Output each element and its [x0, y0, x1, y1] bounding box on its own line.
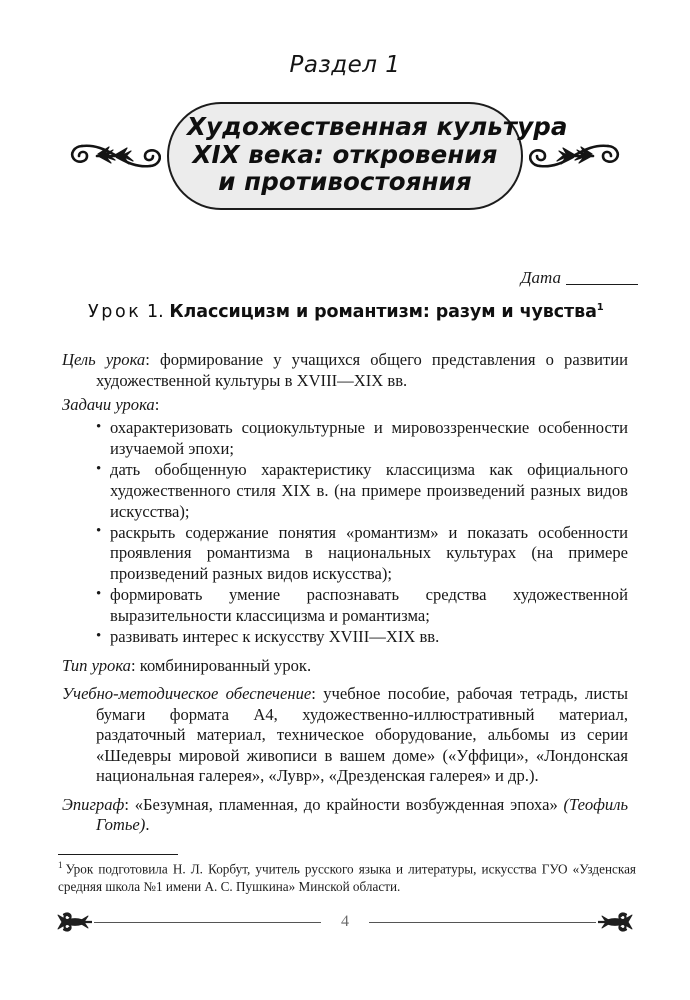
date-blank-rule[interactable] — [566, 284, 638, 285]
materials-paragraph — [62, 684, 628, 787]
materials-lead: Учебно-методическое обеспечение — [62, 683, 312, 703]
epigraph-paragraph — [62, 795, 628, 836]
tasks-paragraph — [62, 395, 628, 416]
footnote-block — [58, 854, 636, 895]
goal-lead: Цель урока — [62, 350, 146, 369]
lesson-title-main: Классицизм и романтизм: разум и чувства — [169, 302, 597, 322]
epigraph-author: (Теофиль Готье) — [96, 794, 628, 835]
date-field[interactable] — [521, 268, 638, 288]
type-lead: Тип урока — [62, 655, 131, 675]
epigraph-text: : «Безумная, пламенная, до крайности возбужденная эпоха» — [124, 794, 564, 814]
goal-paragraph — [62, 350, 628, 391]
page-footer — [48, 905, 642, 939]
list-item: • развивать интерес к искусству XVIII—XIX вв. — [62, 627, 628, 648]
banner-line-3: и противостояния — [218, 167, 472, 197]
lesson-title — [88, 302, 618, 322]
lesson-title-footnote-mark: 1 — [596, 302, 604, 314]
lesson-title-number: 1. — [147, 302, 164, 322]
goal-text: : формирование у учащихся общего представления о развитии художественной культуры в XVIII—XIX вв. — [96, 350, 628, 390]
footer-rule-right — [369, 922, 596, 923]
section-title-banner — [167, 102, 568, 211]
epigraph-lead: Эпиграф — [62, 794, 125, 814]
footnote-text-wrapper — [58, 860, 636, 895]
materials-text: : учебное пособие, рабочая тетрадь, листы бумаги формата А4, художественно-иллюстративный материал, раздаточный материал, техническое оборудование, альбомы из серии «Шедевры мировой живописи в вашем доме» («Уффици», «Лондонская национальная галерея», «Лувр», «Дрезденская галерея» и др.). — [96, 683, 628, 786]
date-label: Дата — [520, 268, 561, 287]
footnote-separator — [58, 854, 178, 855]
section-banner-row — [0, 100, 690, 212]
banner-line-1: Художественная культура — [187, 111, 568, 141]
footer-flourish-left — [48, 907, 92, 937]
tasks-lead: Задачи урока — [62, 394, 155, 414]
list-item: • формировать умение распознавать средства художественной выразительности классицизма и романтизма; — [62, 585, 628, 626]
section-label: Раздел 1 — [289, 52, 401, 78]
flourish-ornament-left — [65, 133, 161, 179]
page-number: 4 — [341, 913, 349, 930]
epigraph-tail: . — [145, 815, 150, 835]
lesson-body — [62, 350, 628, 839]
type-paragraph — [62, 656, 628, 677]
footer-flourish-right — [598, 907, 642, 937]
footer-rule-left — [94, 922, 321, 923]
banner-line-2: XIX века: откровения — [192, 139, 498, 169]
list-item: • дать обобщенную характеристику классицизма как официального художественного стиля XIX в. (на примере произведений разных видов искусства); — [62, 460, 628, 522]
lesson-title-prefix: Урок — [88, 302, 142, 322]
list-item: • раскрыть содержание понятия «романтизм» и показать особенности проявления романтизма в национальных культурах (на примере произведений разных видов искусства); — [62, 523, 628, 585]
type-text: : комбинированный урок. — [130, 655, 312, 675]
flourish-ornament-right — [529, 133, 625, 179]
footnote-text: Урок подготовила Н. Л. Корбут, учитель русского языка и литературы, искусства ГУО «Узденская средняя школа №1 имени А. С. Пушкина» Минской области. — [58, 861, 636, 894]
tasks-colon: : — [154, 394, 160, 414]
tasks-list — [62, 418, 628, 647]
footnote-marker: 1 — [58, 860, 63, 870]
list-item: • охарактеризовать социокультурные и мировоззренческие особенности изучаемой эпохи; — [62, 418, 628, 459]
